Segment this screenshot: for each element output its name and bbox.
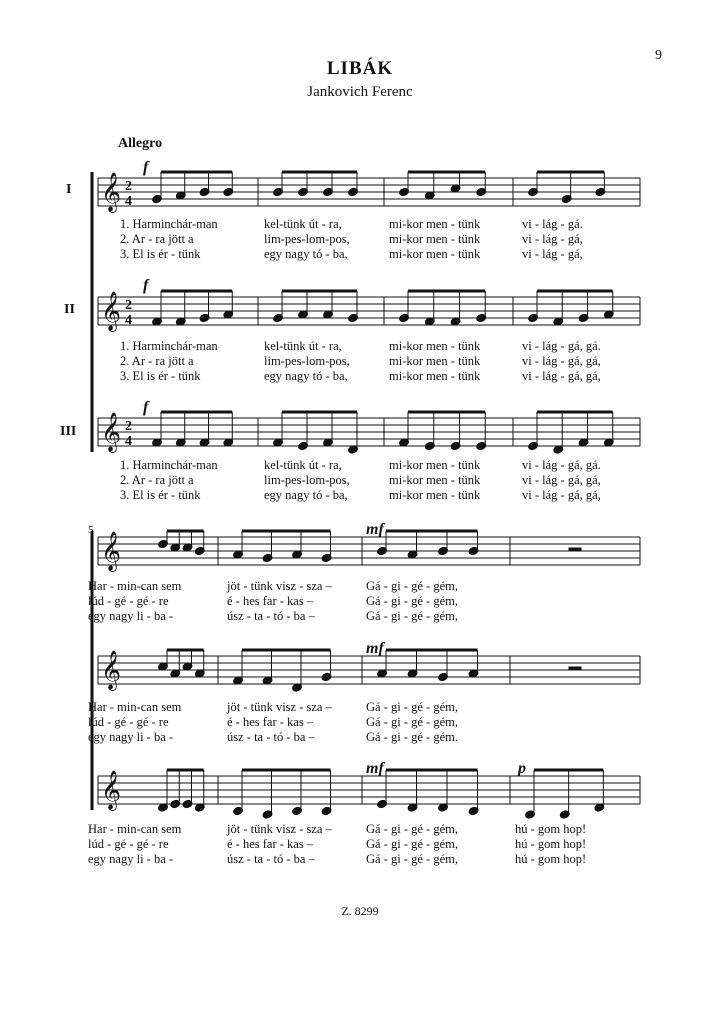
treble-clef: 𝄞 [101, 652, 122, 689]
lyric-system2-v3-line1-m3: Gá - gi - gé - gém, [366, 822, 458, 836]
lyric-system1-v3-line2-m3: mi-kor men - tünk [389, 473, 481, 487]
lyric-system2-v3-line3-m1: egy nagy li - ba - [88, 852, 174, 866]
time-sig-bottom: 4 [125, 313, 132, 328]
tempo-marking: Allegro [118, 136, 163, 151]
rest [569, 548, 581, 551]
lyric-system2-v1-line1-m3: Gá - gi - gé - gém, [366, 579, 458, 593]
measure-number: 5 [88, 524, 94, 536]
lyric-system2-v2-line3-m3: Gá - gi - gé - gém. [366, 730, 458, 744]
lyric-system2-v3-line2-m4: hú - gom hop! [515, 837, 587, 851]
lyric-system2-v1-line3-m2: úsz - ta - tó - ba – [227, 609, 315, 623]
lyric-system1-v1-line1-m3: mi-kor men - tünk [389, 217, 481, 231]
lyric-system1-v1-line1-m2: kel-tünk út - ra, [264, 217, 342, 231]
page-title: LIBÁK [326, 58, 394, 79]
lyric-system1-v2-line2-m4: vi - lág - gá, gá, [522, 354, 601, 368]
lyric-system2-v2-line3-m1: egy nagy li - ba - [88, 730, 174, 744]
lyric-system2-v2-line3-m2: úsz - ta - tó - ba – [227, 730, 315, 744]
lyric-system1-v3-line2-m4: vi - lág - gá, gá, [522, 473, 601, 487]
lyric-system1-v1-line1-m4: vi - lág - gá. [522, 217, 583, 231]
lyric-system1-v2-line2-m1: 2. Ar - ra jött a [120, 354, 194, 368]
lyric-system1-v2-line3-m4: vi - lág - gá, gá, [522, 369, 601, 383]
lyric-system2-v1-line1-m1: Har - min-can sem [88, 579, 182, 593]
lyric-system1-v1-line2-m3: mi-kor men - tünk [389, 232, 481, 246]
lyric-system2-v3-line3-m3: Gá - gi - gé - gém, [366, 852, 458, 866]
dynamic-mf-v1: mf [366, 521, 384, 538]
page-number: 9 [655, 48, 662, 63]
lyric-system2-v2-line2-m2: é - hes far - kas – [227, 715, 314, 729]
voice-label-3: III [60, 424, 77, 439]
time-sig-bottom: 4 [125, 434, 132, 449]
lyric-system1-v3-line3-m1: 3. El is ér - tünk [120, 488, 201, 502]
lyric-system2-v1-line3-m1: egy nagy li - ba - [88, 609, 174, 623]
lyric-system1-v3-line1-m4: vi - lág - gá, gá. [522, 458, 601, 472]
lyric-system2-v2-line1-m3: Gá - gi - gé - gém, [366, 700, 458, 714]
time-sig-top: 2 [125, 419, 132, 434]
dynamic-forte-v1: f [143, 159, 149, 176]
lyric-system2-v3-line3-m4: hú - gom hop! [515, 852, 587, 866]
lyric-system2-v1-line1-m2: jöt - tünk visz - sza – [227, 579, 332, 593]
dynamic-mf-v3: mf [366, 760, 384, 777]
dynamic-forte-v3: f [143, 399, 149, 416]
lyric-system1-v2-line2-m2: lim-pes-lom-pos, [264, 354, 350, 368]
publisher-number: Z. 8299 [341, 904, 379, 918]
lyric-system1-v1-line3-m4: vi - lág - gá, [522, 247, 583, 261]
time-sig-bottom: 4 [125, 194, 132, 209]
lyric-system1-v3-line3-m4: vi - lág - gá, gá, [522, 488, 601, 502]
treble-clef: 𝄞 [101, 414, 122, 451]
dynamic-forte-v2: f [143, 277, 149, 294]
lyric-system1-v2-line3-m1: 3. El is ér - tünk [120, 369, 201, 383]
lyric-system1-v3-line1-m2: kel-tünk út - ra, [264, 458, 342, 472]
lyric-system1-v1-line3-m3: mi-kor men - tünk [389, 247, 481, 261]
lyric-system1-v1-line3-m1: 3. El is ér - tünk [120, 247, 201, 261]
lyric-system1-v3-line3-m2: egy nagy tó - ba, [264, 488, 348, 502]
lyric-system1-v1-line2-m2: lim-pes-lom-pos, [264, 232, 350, 246]
lyric-system1-v3-line3-m3: mi-kor men - tünk [389, 488, 481, 502]
treble-clef: 𝄞 [101, 772, 122, 809]
lyric-system2-v2-line2-m1: lúd - gé - gé - re [88, 715, 169, 729]
lyric-system2-v2-line2-m3: Gá - gi - gé - gém, [366, 715, 458, 729]
lyric-system1-v1-line2-m1: 2. Ar - ra jött a [120, 232, 194, 246]
dynamic-mf-v2: mf [366, 640, 384, 657]
lyric-system1-v2-line1-m3: mi-kor men - tünk [389, 339, 481, 353]
lyric-system2-v3-line2-m1: lúd - gé - gé - re [88, 837, 169, 851]
lyric-system2-v2-line1-m2: jöt - tünk visz - sza – [227, 700, 332, 714]
lyric-system1-v3-line2-m2: lim-pes-lom-pos, [264, 473, 350, 487]
dynamic-piano-v3: p [518, 760, 526, 777]
lyric-system2-v3-line1-m2: jöt - tünk visz - sza – [227, 822, 332, 836]
time-sig-top: 2 [125, 179, 132, 194]
lyric-system2-v2-line1-m1: Har - min-can sem [88, 700, 182, 714]
lyric-system2-v3-line2-m2: é - hes far - kas – [227, 837, 314, 851]
lyric-system1-v2-line3-m2: egy nagy tó - ba, [264, 369, 348, 383]
lyric-system1-v2-line1-m1: 1. Harminchár-man [120, 339, 218, 353]
lyric-system1-v1-line3-m2: egy nagy tó - ba, [264, 247, 348, 261]
lyric-system1-v3-line1-m3: mi-kor men - tünk [389, 458, 481, 472]
lyric-system2-v3-line3-m2: úsz - ta - tó - ba – [227, 852, 315, 866]
time-sig-top: 2 [125, 298, 132, 313]
treble-clef: 𝄞 [101, 533, 122, 570]
lyric-system2-v3-line1-m1: Har - min-can sem [88, 822, 182, 836]
lyric-system1-v1-line1-m1: 1. Harminchár-man [120, 217, 218, 231]
lyric-system2-v1-line2-m3: Gá - gi - gé - gém, [366, 594, 458, 608]
rest [569, 667, 581, 670]
lyric-system2-v3-line1-m4: hú - gom hop! [515, 822, 587, 836]
lyric-system1-v2-line2-m3: mi-kor men - tünk [389, 354, 481, 368]
lyric-system1-v2-line3-m3: mi-kor men - tünk [389, 369, 481, 383]
composer-name: Jankovich Ferenc [307, 84, 413, 100]
lyric-system1-v2-line1-m2: kel-tünk út - ra, [264, 339, 342, 353]
voice-label-2: II [64, 302, 75, 317]
lyric-system1-v2-line1-m4: vi - lág - gá, gá. [522, 339, 601, 353]
voice-label-1: I [66, 182, 72, 197]
lyric-system1-v3-line2-m1: 2. Ar - ra jött a [120, 473, 194, 487]
treble-clef: 𝄞 [101, 293, 122, 330]
lyric-system2-v1-line2-m2: é - hes far - kas – [227, 594, 314, 608]
lyric-system2-v3-line2-m3: Gá - gi - gé - gém, [366, 837, 458, 851]
lyric-system1-v3-line1-m1: 1. Harminchár-man [120, 458, 218, 472]
lyric-system1-v1-line2-m4: vi - lág - gá, [522, 232, 583, 246]
lyric-system2-v1-line2-m1: lúd - gé - gé - re [88, 594, 169, 608]
lyric-system2-v1-line3-m3: Gá - gi - gé - gém, [366, 609, 458, 623]
treble-clef: 𝄞 [101, 174, 122, 211]
